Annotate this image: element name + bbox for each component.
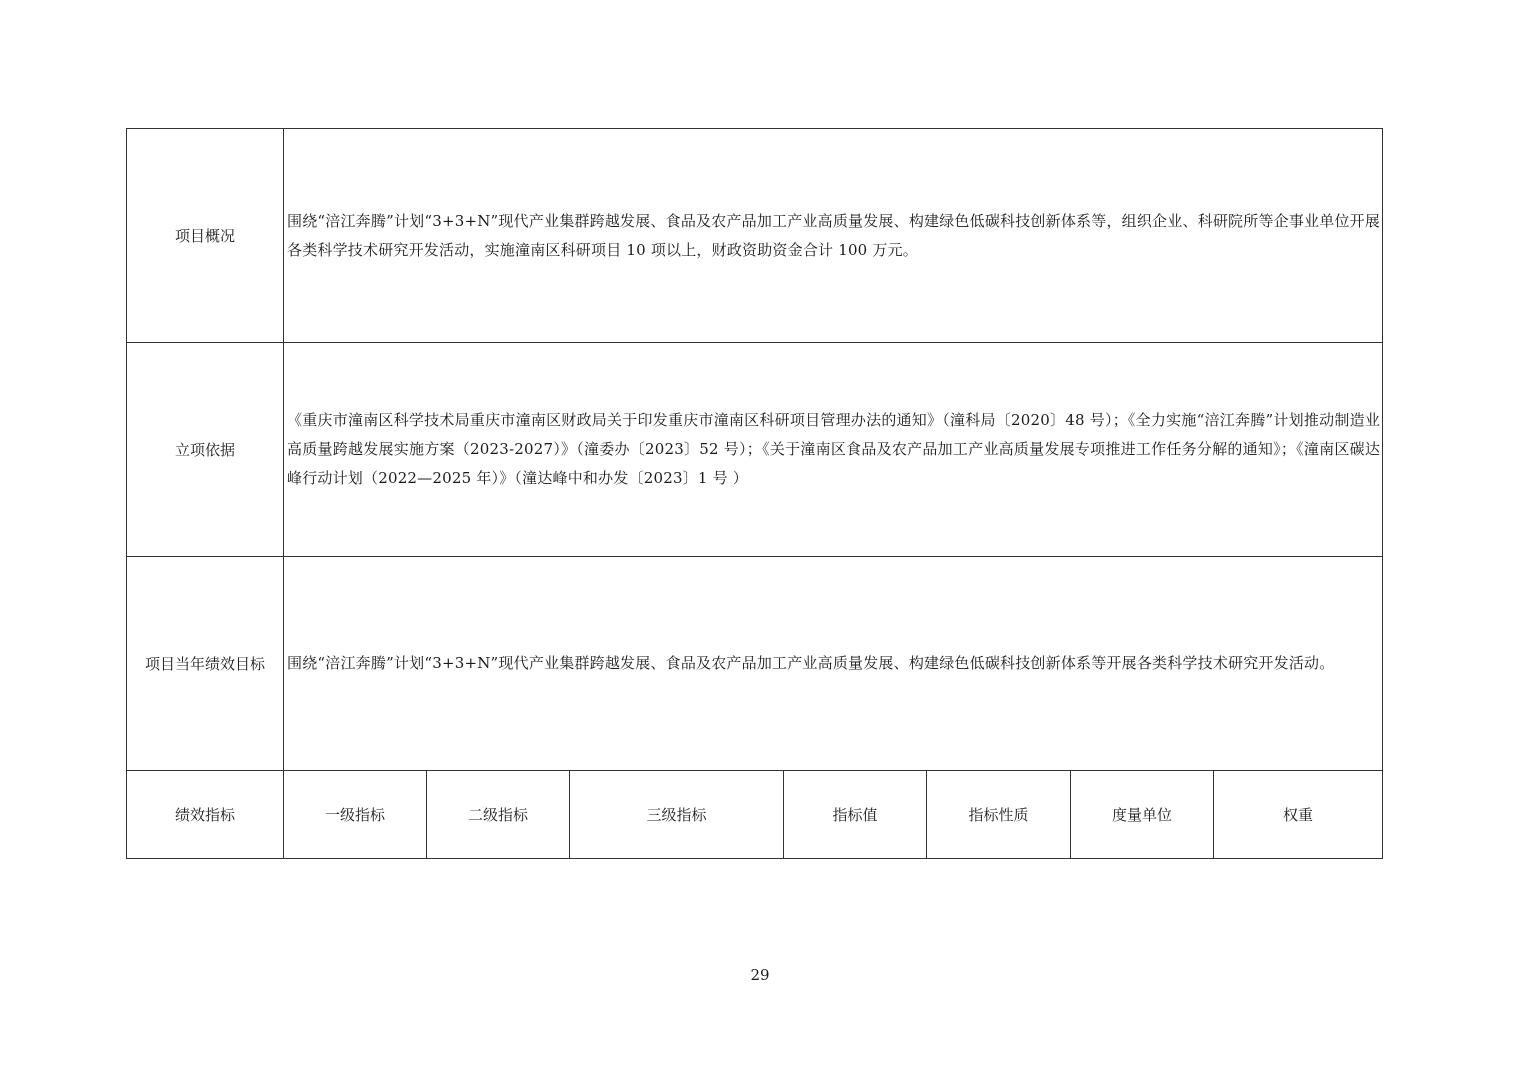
table-row-basis bbox=[127, 343, 1383, 557]
basis-label: 立项依据 bbox=[127, 343, 284, 557]
project-info-table bbox=[126, 128, 1383, 859]
header-indicator-value: 指标值 bbox=[784, 771, 927, 859]
table-row-overview bbox=[127, 129, 1383, 343]
table-row-indicators bbox=[127, 771, 1383, 859]
header-weight: 权重 bbox=[1214, 771, 1383, 859]
annual-goal-label: 项目当年绩效目标 bbox=[127, 557, 284, 771]
table-row-annual-goal bbox=[127, 557, 1383, 771]
header-level2-indicator: 二级指标 bbox=[427, 771, 570, 859]
page-number: 29 bbox=[750, 966, 770, 984]
overview-label: 项目概况 bbox=[127, 129, 284, 343]
overview-content: 围绕“涪江奔腾”计划“3+3+N”现代产业集群跨越发展、食品及农产品加工产业高质量发展、构建绿色低碳科技创新体系等，组织企业、科研院所等企事业单位开展各类科学技术研究开发活动，实施潼南区科研项目 10 项以上，财政资助资金合计 100 万元。 bbox=[284, 129, 1383, 343]
annual-goal-content: 围绕“涪江奔腾”计划“3+3+N”现代产业集群跨越发展、食品及农产品加工产业高质量发展、构建绿色低碳科技创新体系等开展各类科学技术研究开发活动。 bbox=[284, 557, 1383, 771]
indicators-label: 绩效指标 bbox=[127, 771, 284, 859]
header-indicator-nature: 指标性质 bbox=[927, 771, 1071, 859]
basis-content: 《重庆市潼南区科学技术局重庆市潼南区财政局关于印发重庆市潼南区科研项目管理办法的通知》（潼科局〔2020〕48 号）；《全力实施“涪江奔腾”计划推动制造业高质量跨越发展实施方案（2023-2027）》（潼委办〔2023〕52 号）；《关于潼南区食品及农产品加工产业高质量发展专项推进工作任务分解的通知》；《潼南区碳达峰行动计划（2022—2025 年）》（潼达峰中和办发〔2023〕1 号 ） bbox=[284, 343, 1383, 557]
header-level1-indicator: 一级指标 bbox=[284, 771, 427, 859]
header-measure-unit: 度量单位 bbox=[1071, 771, 1214, 859]
header-level3-indicator: 三级指标 bbox=[570, 771, 784, 859]
